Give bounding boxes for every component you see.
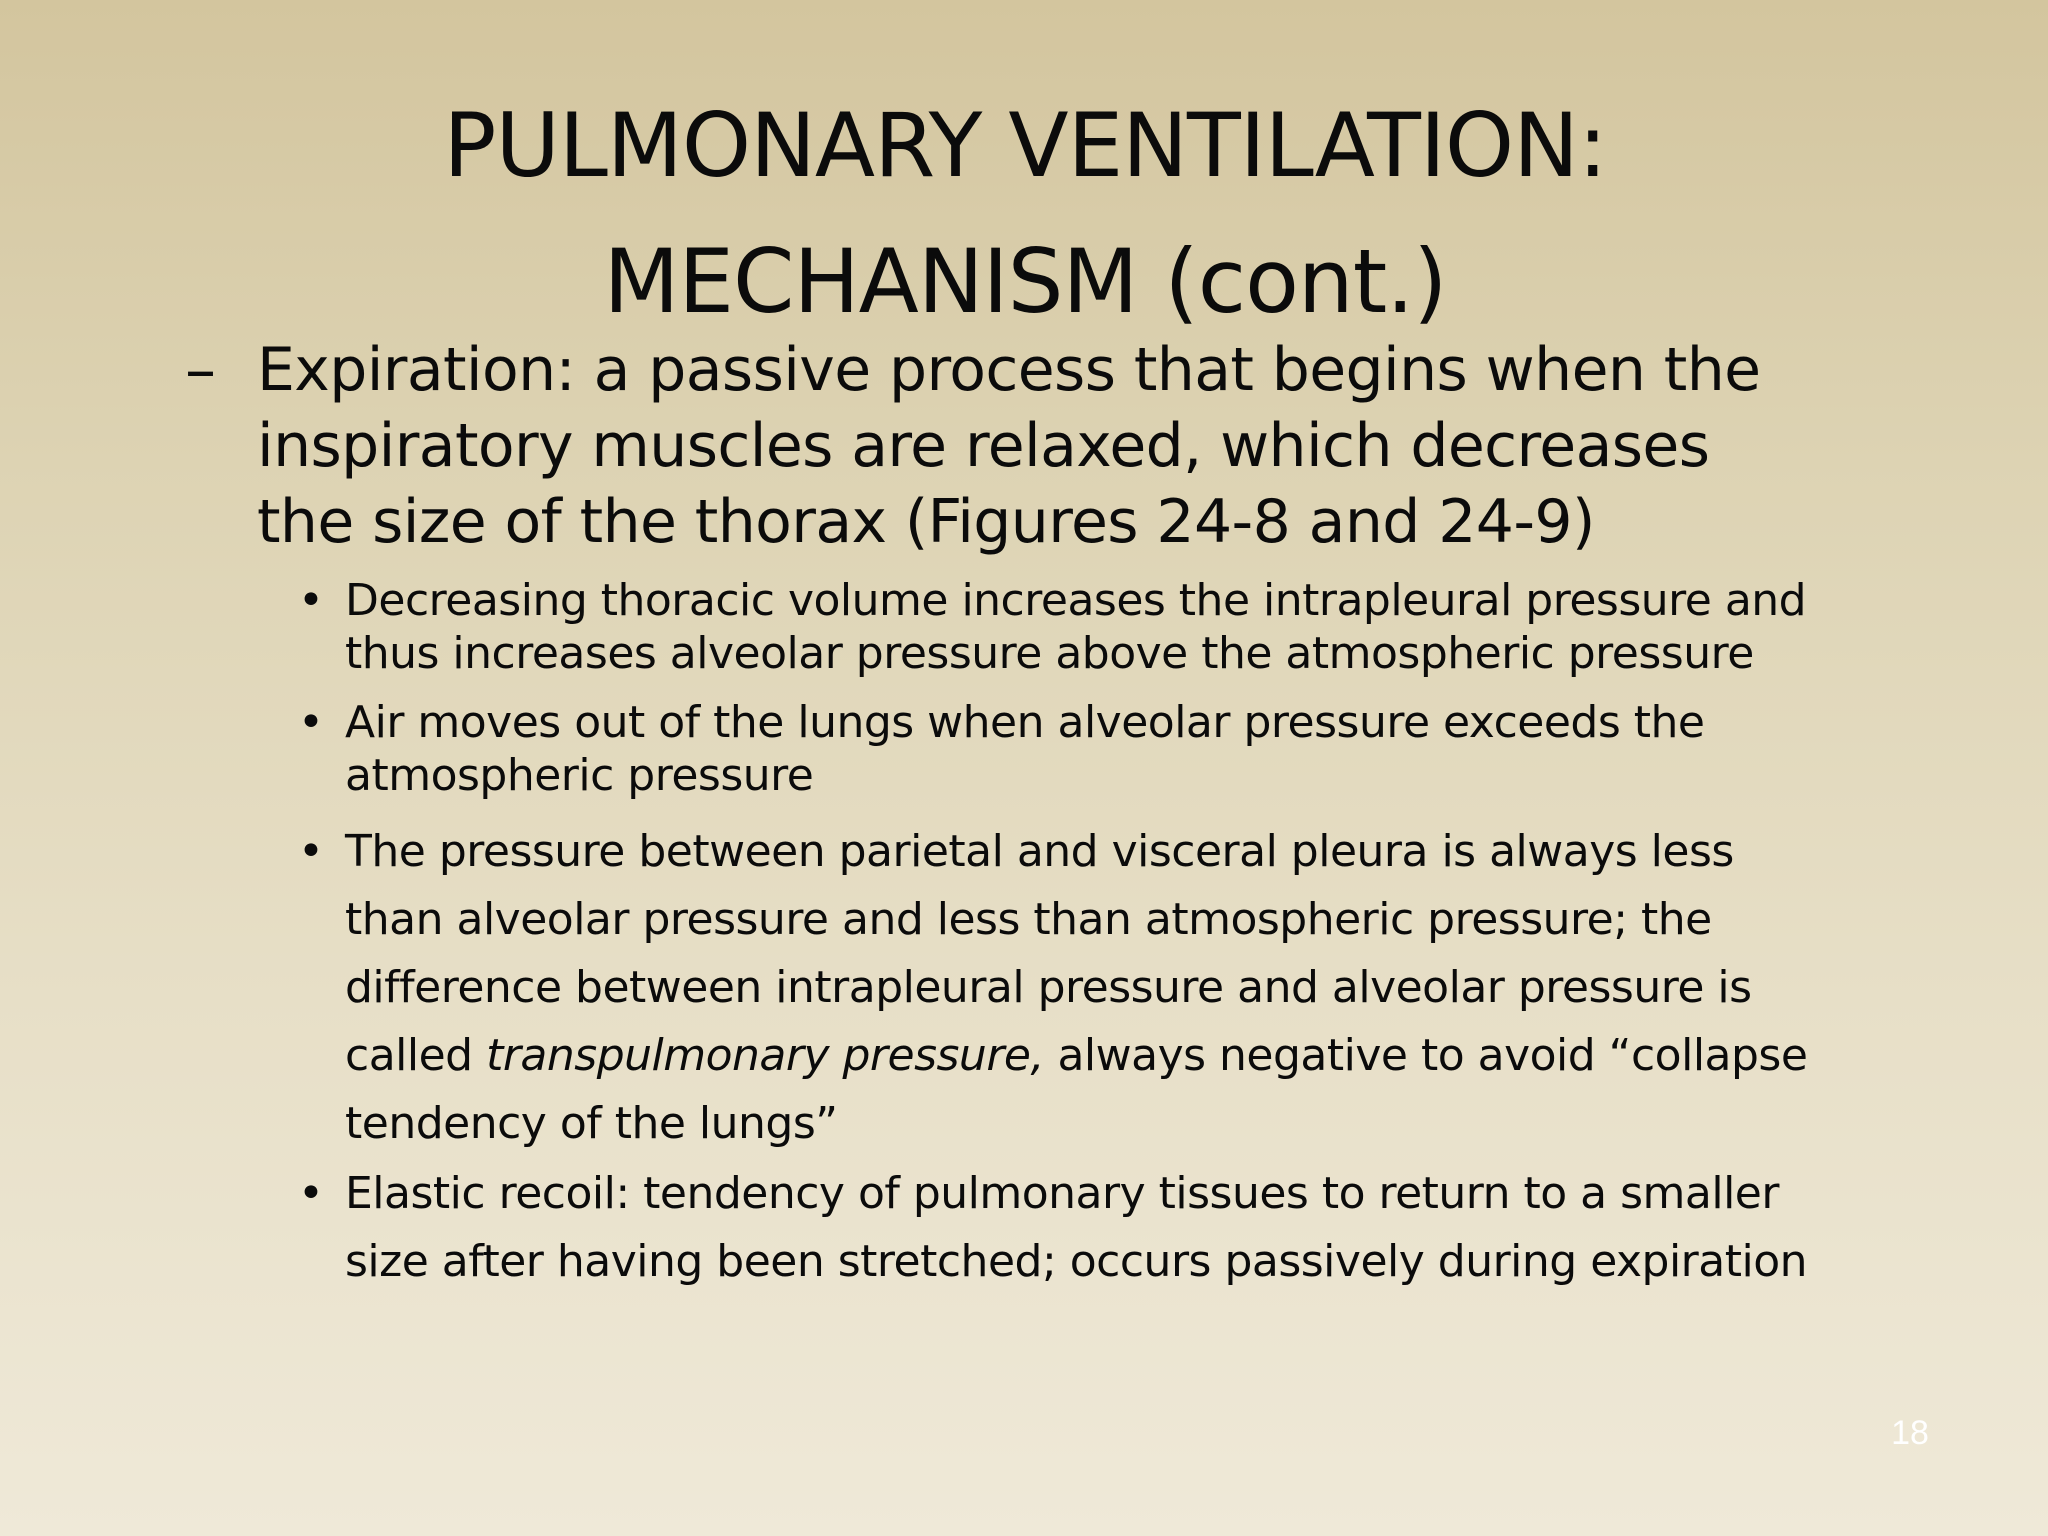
bullet-line: thus increases alveolar pressure above the atmospheric pressure xyxy=(345,628,1754,679)
dash-marker: – xyxy=(185,333,216,406)
main-point-line-2: inspiratory muscles are relaxed, which decreases xyxy=(257,411,1710,481)
bullet-dot: • xyxy=(298,575,324,626)
bullet-line: Decreasing thoracic volume increases the intrapleural pressure and xyxy=(345,575,1807,626)
bullet-air-moves-out xyxy=(290,696,2010,802)
bullet-line: atmospheric pressure xyxy=(345,750,814,801)
main-point-text xyxy=(257,332,1945,560)
bullet-line: than alveolar pressure and less than atmospheric pressure; the xyxy=(345,894,1712,945)
bullet-line: difference between intrapleural pressure and alveolar pressure is xyxy=(345,962,1752,1013)
bullet-line: The pressure between parietal and visceral pleura is always less xyxy=(345,826,1734,877)
line-text: called xyxy=(345,1030,487,1081)
bullet-pleural-pressure xyxy=(290,818,2010,1158)
bullet-thoracic-volume xyxy=(290,574,2010,680)
line-text: always negative to avoid “collapse xyxy=(1043,1030,1808,1081)
main-point-expiration xyxy=(185,332,1945,560)
bullet-line: Air moves out of the lungs when alveolar pressure exceeds the xyxy=(345,697,1705,748)
main-point-line-3: the size of the thorax (Figures 24-8 and 24-9) xyxy=(257,487,1595,557)
page-number: 18 xyxy=(1891,1414,1929,1452)
bullet-dot: • xyxy=(298,697,324,748)
bullet-list xyxy=(290,574,2010,1298)
bullet-line: tendency of the lungs” xyxy=(345,1098,838,1149)
title-line-1: PULMONARY VENTILATION: xyxy=(443,94,1607,197)
main-point-line-1: Expiration: a passive process that begins when the xyxy=(257,335,1761,405)
slide-title xyxy=(200,78,1850,350)
bullet-line-transpulmonary xyxy=(345,1022,2010,1090)
transpulmonary-pressure-term: transpulmonary pressure, xyxy=(486,1030,1044,1081)
title-line-2: MECHANISM (cont.) xyxy=(603,230,1447,333)
bullet-line: Elastic recoil: tendency of pulmonary tissues to return to a smaller xyxy=(345,1168,1779,1219)
bullet-dot: • xyxy=(298,1168,324,1219)
bullet-dot: • xyxy=(298,826,324,877)
bullet-line: size after having been stretched; occurs passively during expiration xyxy=(345,1236,1808,1287)
bullet-elastic-recoil xyxy=(290,1160,2010,1296)
